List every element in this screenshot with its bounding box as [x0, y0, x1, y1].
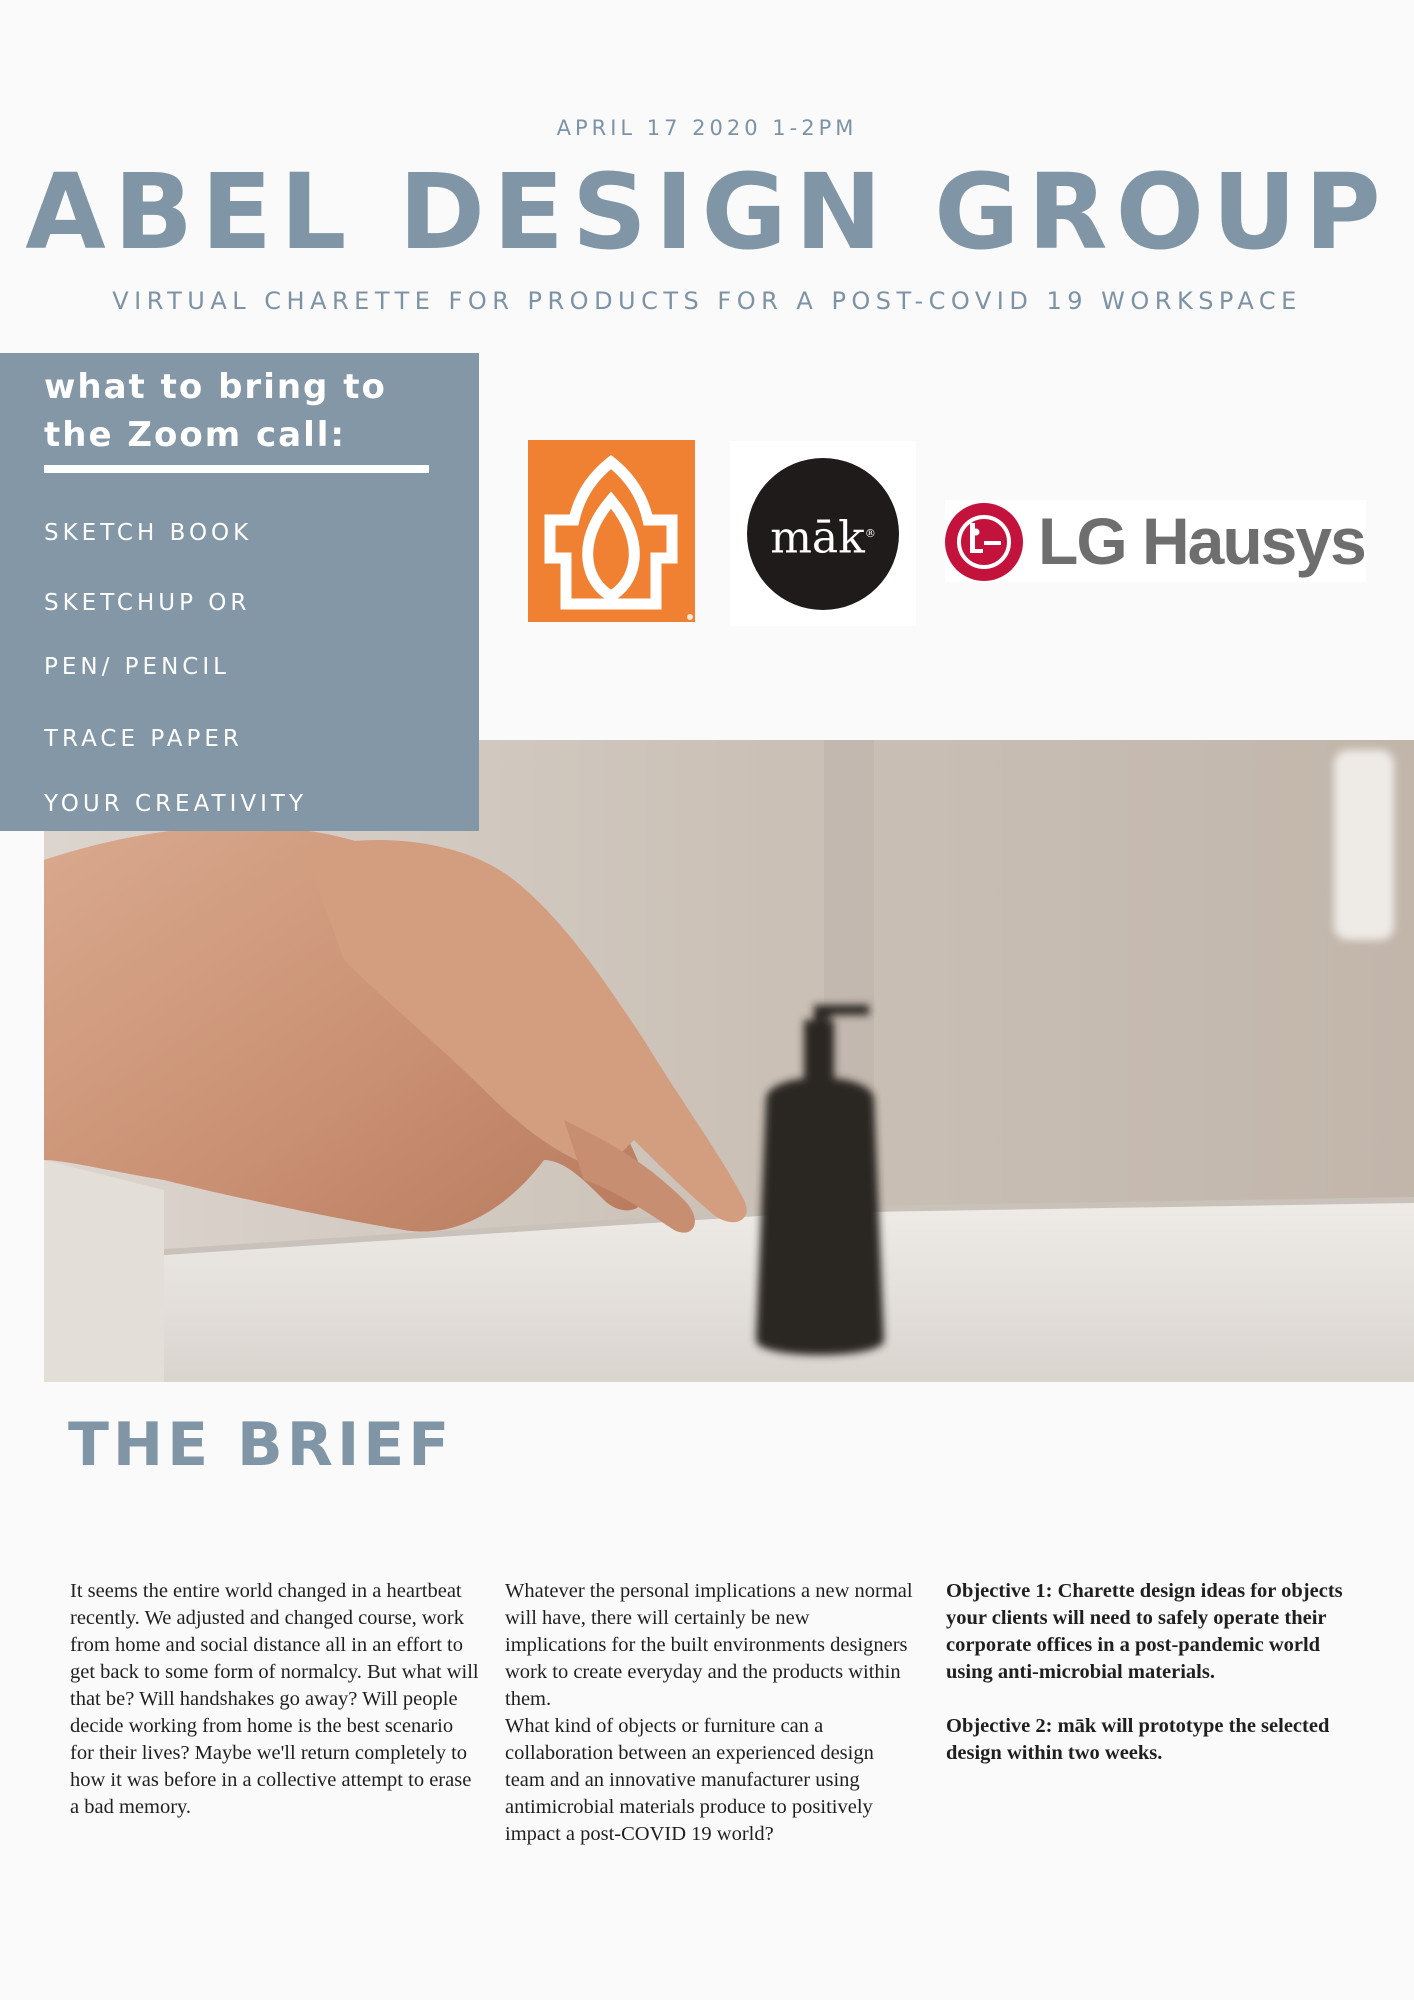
mak-logo-word: māk [770, 512, 865, 564]
abel-logo-mark-icon [528, 440, 695, 622]
mak-logo-badge [747, 458, 899, 610]
handwashing-image-icon [44, 740, 1414, 1382]
lg-hausys-wordmark: LG Hausys [1038, 504, 1365, 578]
mak-logo [730, 441, 916, 626]
what-to-bring-panel [0, 353, 479, 831]
handwashing-photo [44, 740, 1414, 1382]
objective-1: Objective 1: Charette design ideas for objects your clients will need to safely operate their corporate offices in a post-pandemic world using anti-microbial materials. [946, 1580, 1343, 1683]
bring-item-pen-pencil: PEN/ PENCIL [44, 654, 230, 680]
bring-item-sketch-book: SKETCH BOOK [44, 520, 253, 546]
lg-hausys-logo [945, 500, 1366, 582]
brief-column-2 [505, 1578, 915, 1848]
page-subtitle: VIRTUAL CHARETTE FOR PRODUCTS FOR A POST-COVID 19 WORKSPACE [112, 287, 1302, 315]
brief-question-paragraph: What kind of objects or furniture can a collaboration between an experienced design team and an innovative manufacturer using antimicrobial materials produce to positively impact a post-COVID 19 world? [505, 1715, 874, 1845]
lg-face-icon [945, 503, 1023, 581]
objective-2: Objective 2: māk will prototype the selected design within two weeks. [946, 1715, 1330, 1764]
bring-item-trace-paper: TRACE PAPER [44, 726, 243, 752]
brief-objectives [946, 1578, 1366, 1767]
title-underline [44, 465, 429, 473]
brief-implications-paragraph: Whatever the personal implications a new normal will have, there will certainly be new implications for the built environments designers work to create everyday and the products within them. [505, 1580, 913, 1710]
brief-column-1 [70, 1578, 480, 1821]
bring-item-sketchup: SKETCHUP OR [44, 590, 251, 616]
what-to-bring-title-line1: what to bring to [44, 367, 387, 407]
what-to-bring-title-line2: the Zoom call: [44, 415, 346, 455]
page-title: ABEL DESIGN GROUP [25, 151, 1389, 273]
brief-heading: THE BRIEF [68, 1410, 454, 1480]
what-to-bring-title [44, 363, 464, 459]
objective-spacer [946, 1686, 1366, 1713]
abel-design-logo [528, 440, 695, 622]
event-date: APRIL 17 2020 1-2PM [556, 116, 858, 140]
mak-logo-text [747, 508, 899, 565]
brief-intro-paragraph: It seems the entire world changed in a heartbeat recently. We adjusted and changed course, work from home and social distance all in an effort to get back to some form of normalcy. But what will that be? Will handshakes go away? Will people decide working from home is the best scenario for their lives? Maybe we'll return completely to how it was before in a collective attempt to erase a bad memory. [70, 1580, 479, 1818]
bring-item-creativity: YOUR CREATIVITY [44, 791, 307, 817]
mak-registered-mark: ® [864, 527, 876, 540]
